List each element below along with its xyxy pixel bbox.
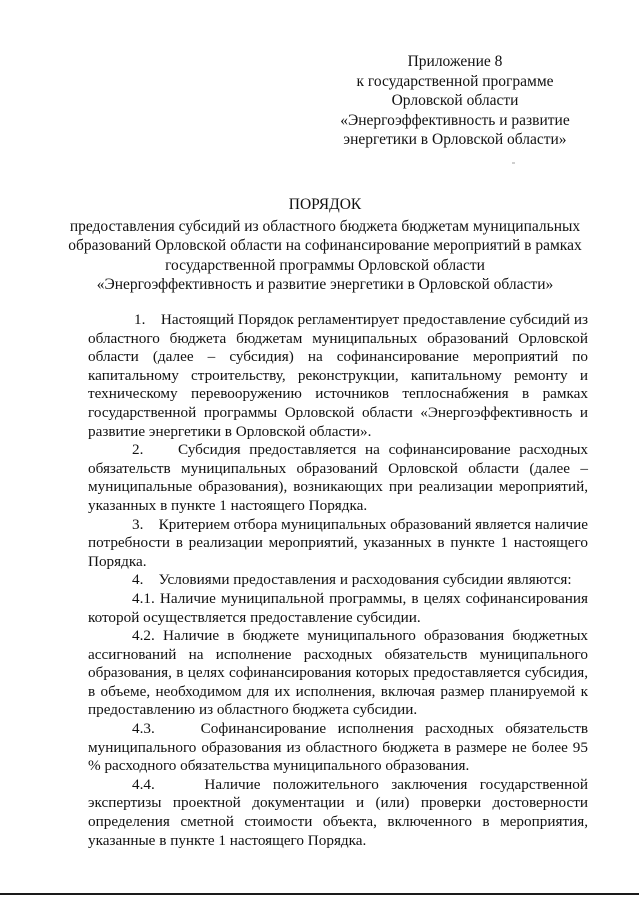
title-line: государственной программы Орловской области bbox=[165, 256, 485, 274]
scan-speck bbox=[512, 162, 515, 164]
appendix-header bbox=[330, 52, 580, 150]
appendix-line: Приложение 8 bbox=[407, 53, 503, 70]
document-body bbox=[88, 311, 588, 850]
bottom-scan-edge bbox=[0, 893, 639, 895]
paragraph-3: 3. Критерием отбора муниципальных образований является наличие потребности в реализации мероприятий, указанных в пункте 1 настоящего Порядка. bbox=[88, 515, 588, 570]
title-line: образований Орловской области на софинансирование мероприятий в рамках bbox=[68, 237, 582, 254]
title-line: «Энергоэффективность и развитие энергетики в Орловской области» bbox=[96, 276, 554, 293]
paragraph-4: 4. Условиями предоставления и расходования субсидии являются: bbox=[132, 571, 572, 589]
appendix-line: «Энергоэффективность и развитие bbox=[340, 111, 570, 129]
paragraph-1: 1. Настоящий Порядок регламентирует предоставление субсидий из областного бюджета бюджетам муниципальных образований Орловской области (далее – субсидия) на софинансирование мероприятий по капитальному строительству, реконструкции, капитальному ремонту и техническому перевооружению источников теплоснабжения в рамках государственной программы Орловской области «Энергоэффективность и развитие энергетики в Орловской области». bbox=[88, 311, 588, 440]
title-heading: ПОРЯДОК bbox=[288, 196, 362, 213]
paragraph-4-3: 4.3. Софинансирование исполнения расходных обязательств муниципального образования из областного бюджета в размере не более 95 % расходного обязательства муниципального образования. bbox=[88, 720, 588, 775]
paragraph-4-2: 4.2. Наличие в бюджете муниципального образования бюджетных ассигнований на исполнение расходных обязательств муниципального образования, в целях софинансирования которых предоставляется субсидия, в объеме, необходимом для их исполнения, включая размер планируемой к предоставлению из областного бюджета субсидии. bbox=[88, 627, 588, 719]
paragraph-2: 2. Субсидия предоставляется на софинансирование расходных обязательств муниципальных образований Орловской области (далее – муниципальные образования), возникающих при реализации мероприятий, указанных в пункте 1 настоящего Порядка. bbox=[88, 441, 588, 514]
appendix-line: энергетики в Орловской области» bbox=[343, 131, 567, 148]
appendix-line: Орловской области bbox=[391, 92, 519, 109]
document-title bbox=[60, 195, 590, 295]
paragraph-4-4: 4.4. Наличие положительного заключения государственной экспертизы проектной документации и (или) проверки достоверности определения сметной стоимости объекта, включенного в мероприятия, указанные в пункте 1 настоящего Порядка. bbox=[88, 775, 588, 849]
paragraph-4-1: 4.1. Наличие муниципальной программы, в целях софинансирования которой осуществляется предоставление субсидии. bbox=[88, 589, 588, 626]
title-line: предоставления субсидий из областного бюджета бюджетам муниципальных bbox=[69, 217, 581, 235]
appendix-line: к государственной программе bbox=[356, 72, 554, 90]
